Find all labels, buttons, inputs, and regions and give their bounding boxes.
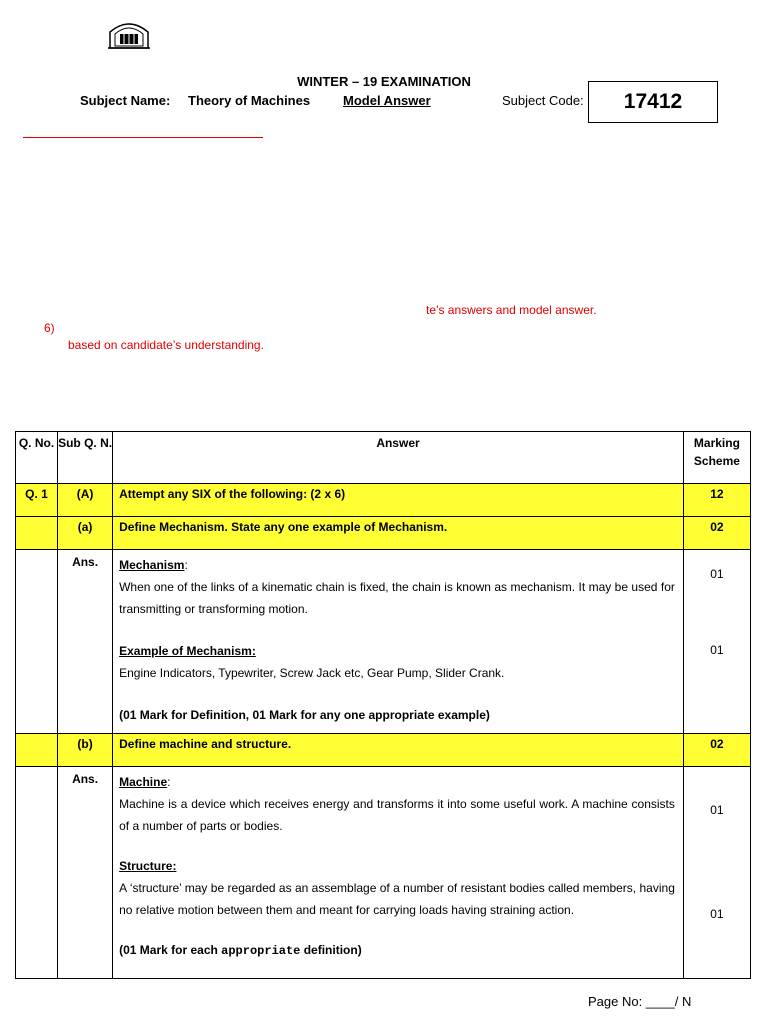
answer-table	[15, 431, 751, 979]
answer-body: Mechanism: When one of the links of a kinematic chain is fixed, the chain is known as mechanism. It may be used for transmitting or transforming motion. Example of Mechanism: Engine Indicators, Typewriter, Screw Jack etc, Gear Pump, Slider Crank. (01 Mark for Definition, 01 Mark for any one appropriate example)	[113, 550, 684, 734]
header-sub-q: Sub Q. N.	[58, 432, 113, 484]
q-number	[16, 550, 58, 734]
institution-emblem-icon	[106, 20, 152, 50]
header-q-no: Q. No.	[16, 432, 58, 484]
model-answer-heading: Model Answer	[343, 93, 431, 108]
table-row	[16, 484, 751, 517]
table-row	[16, 550, 751, 734]
sub-question: (A)	[58, 484, 113, 517]
instruction-line: te’s answers and model answer.	[426, 303, 597, 317]
answer-heading: Example of Mechanism:	[119, 644, 256, 658]
marking-note: (01 Mark for Definition, 01 Mark for any one appropriate example)	[119, 708, 490, 722]
q-number	[16, 767, 58, 979]
marks: 01 01	[683, 550, 750, 734]
instruction-line: based on candidate’s understanding.	[68, 338, 264, 352]
q-number: Q. 1	[16, 484, 58, 517]
red-divider	[23, 137, 263, 138]
subject-code-label: Subject Code:	[502, 93, 584, 108]
q-number	[16, 517, 58, 550]
answer-paragraph: Machine is a device which receives energy and transforms it into some useful work. A machine consists of a number of parts or bodies.	[119, 797, 675, 833]
answer-paragraph: When one of the links of a kinematic chain is fixed, the chain is known as mechanism. It may be used for transmitting or transforming motion.	[119, 580, 675, 616]
sub-question: (b)	[58, 734, 113, 767]
exam-title: WINTER – 19 EXAMINATION	[297, 74, 471, 89]
question-text: Attempt any SIX of the following: (2 x 6)	[113, 484, 684, 517]
sub-question: (a)	[58, 517, 113, 550]
q-number	[16, 734, 58, 767]
table-row	[16, 767, 751, 979]
answer-label: Ans.	[58, 767, 113, 979]
question-text: Define machine and structure.	[113, 734, 684, 767]
marks: 01 01	[683, 767, 750, 979]
page-number: Page No: ____/ N	[588, 994, 692, 1009]
table-row	[16, 734, 751, 767]
marking-note: (01 Mark for each appropriate definition)	[119, 943, 362, 958]
table-header-row	[16, 432, 751, 484]
answer-label: Ans.	[58, 550, 113, 734]
header-answer: Answer	[113, 432, 684, 484]
marks: 12	[683, 484, 750, 517]
marks: 02	[683, 734, 750, 767]
answer-paragraph: A ‘structure’ may be regarded as an assemblage of a number of resistant bodies called members, having no relative motion between them and meant for carrying loads having straining action.	[119, 881, 675, 917]
subject-name: Theory of Machines	[188, 93, 311, 108]
answer-paragraph: Engine Indicators, Typewriter, Screw Jack etc, Gear Pump, Slider Crank.	[119, 666, 505, 680]
table-row	[16, 517, 751, 550]
marks: 02	[683, 517, 750, 550]
answer-heading: Mechanism	[119, 558, 185, 572]
instruction-number: 6)	[44, 321, 55, 335]
question-text: Define Mechanism. State any one example of Mechanism.	[113, 517, 684, 550]
subject-code-box: 17412	[588, 81, 718, 123]
answer-heading: Machine	[119, 775, 168, 789]
answer-heading: Structure:	[119, 859, 177, 873]
answer-body: Machine: Machine is a device which receives energy and transforms it into some useful work. A machine consists of a number of parts or bodies. Structure: A ‘structure’ may be regarded as an assemblage of a number of resistant bodies called members, having no relative motion between them and meant for carrying loads having straining action. (01 Mark for each appropriate definition)	[113, 767, 684, 979]
subject-name-label: Subject Name:	[80, 93, 171, 108]
header-marking-scheme: Marking Scheme	[683, 432, 750, 484]
